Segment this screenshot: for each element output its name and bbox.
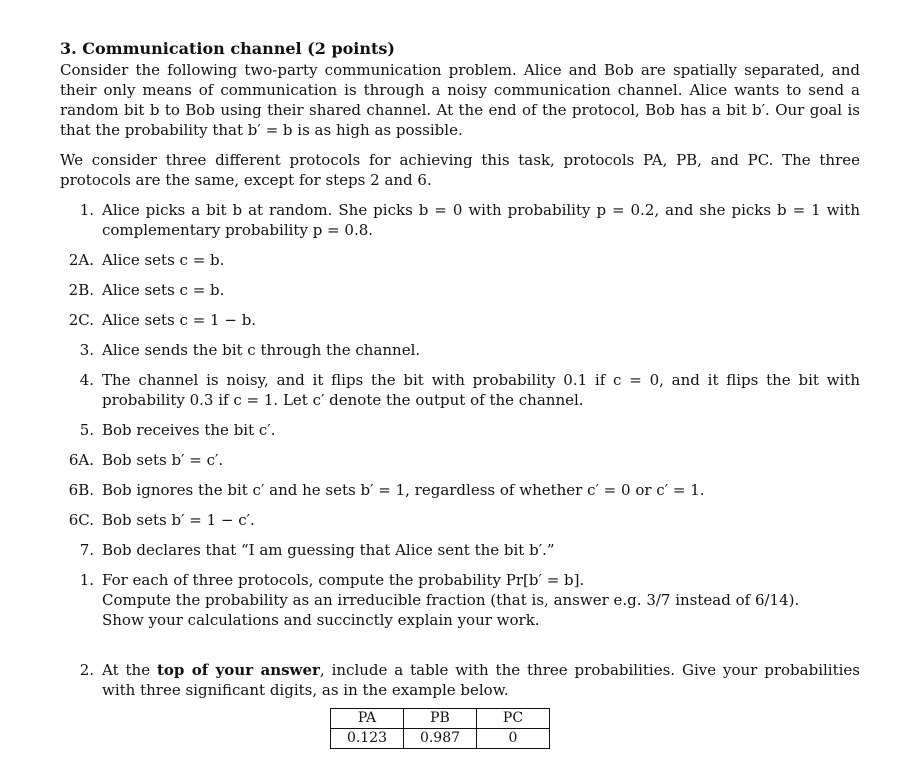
- task-1-line-3: Show your calculations and succinctly explain your work.: [102, 611, 540, 629]
- emphasis-text: top of your answer: [156, 661, 320, 679]
- task-1-line-2: Compute the probability as an irreducible fraction (that is, answer e.g. 3/7 instead of 6/14).: [102, 591, 800, 609]
- task-1-line-1: For each of three protocols, compute the probability Pr[b′ = b].: [102, 571, 585, 589]
- problem-title: 3. Communication channel (2 points): [60, 39, 395, 58]
- task-list: [60, 570, 860, 700]
- problem-content: [60, 38, 860, 749]
- example-probability-table: [330, 708, 550, 749]
- table-header-cell: PA: [331, 709, 404, 729]
- step-7: 7. Bob declares that “I am guessing that Alice sent the bit b′.”: [79, 541, 555, 559]
- table-cell: 0: [477, 729, 550, 749]
- table-cell: 0.123: [331, 729, 404, 749]
- step-6a: 6A. Bob sets b′ = c′.: [68, 451, 224, 469]
- setup-paragraph: We consider three different protocols for achieving this task, protocols PA, PB, and PC. The three protocols are the same, except for steps 2 and 6.: [60, 151, 860, 189]
- step-2c: 2C. Alice sets c = 1 − b.: [68, 311, 257, 329]
- table-cell: 0.987: [404, 729, 477, 749]
- step-6b: 6B. Bob ignores the bit c′ and he sets b′ = 1, regardless of whether c′ = 0 or c′ = 1.: [68, 481, 705, 499]
- step-6c: 6C. Bob sets b′ = 1 − c′.: [68, 511, 255, 529]
- protocol-steps: [60, 200, 860, 560]
- table-header-row: [331, 709, 550, 729]
- step-2a: 2A. Alice sets c = b.: [68, 251, 225, 269]
- step-5: 5. Bob receives the bit c′.: [79, 421, 276, 439]
- step-2b: 2B. Alice sets c = b.: [68, 281, 225, 299]
- table-header-cell: PB: [404, 709, 477, 729]
- step-3: 3. Alice sends the bit c through the channel.: [79, 341, 421, 359]
- step-1: 1. Alice picks a bit b at random. She picks b = 0 with probability p = 0.2, and she picks b = 1 with complementary probability p = 0.8.: [79, 201, 860, 239]
- table-header-cell: PC: [477, 709, 550, 729]
- table-row: [331, 729, 550, 749]
- intro-paragraph: Consider the following two-party communication problem. Alice and Bob are spatially separated, and their only means of communication is through a noisy communication channel. Alice wants to send a random bit b to Bob using their shared channel. At the end of the protocol, Bob has a bit b′. Our goal is that the probability that b′ = b is as high as possible.: [60, 61, 860, 139]
- task-2: 2. At the top of your answer, include a table with the three probabilities. Give your probabilities with three significant digits, as in the example below.: [79, 661, 860, 699]
- step-4: 4. The channel is noisy, and it flips the bit with probability 0.1 if c = 0, and it flips the bit with probability 0.3 if c = 1. Let c′ denote the output of the channel.: [79, 371, 860, 409]
- task-1: 1. For each of three protocols, compute the probability Pr[b′ = b]. Compute the probability as an irreducible fraction (that is, answer e.g. 3/7 instead of 6/14). Show your calculations and succinctly explain your work.: [60, 570, 860, 630]
